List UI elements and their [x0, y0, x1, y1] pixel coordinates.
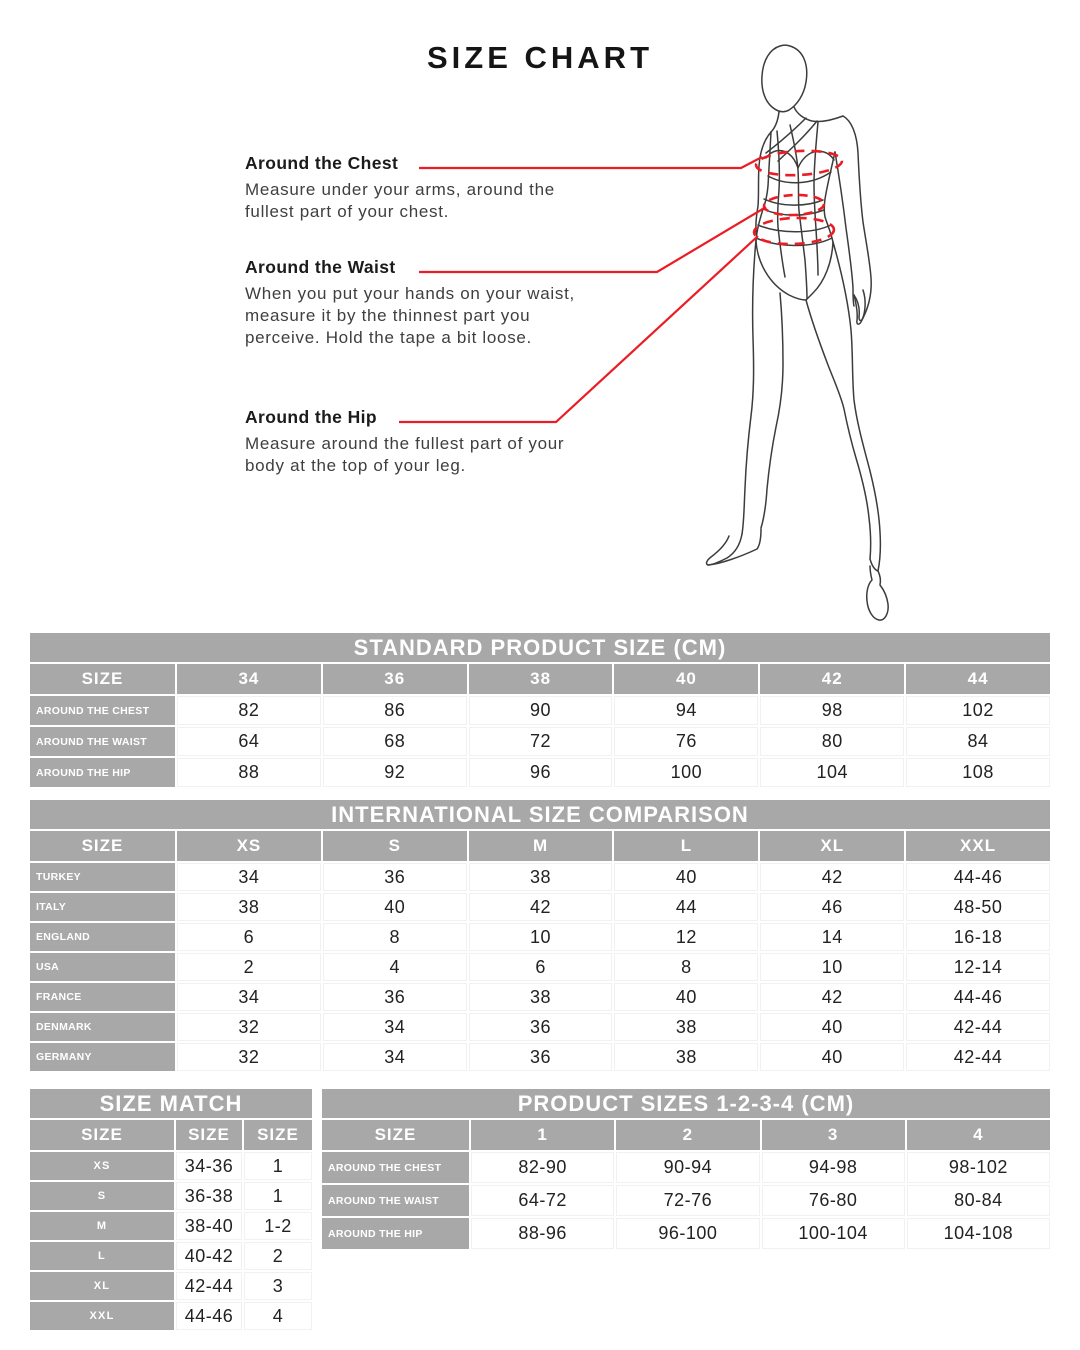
cell: 6 — [177, 923, 321, 951]
column-header: 34 — [177, 664, 321, 694]
column-header: 40 — [614, 664, 758, 694]
cell: 72 — [469, 727, 613, 756]
column-header: 3 — [762, 1120, 905, 1150]
cell: 2 — [177, 953, 321, 981]
table-title: STANDARD PRODUCT SIZE (CM) — [30, 633, 1050, 662]
cell: 36 — [323, 863, 467, 891]
column-header: 36 — [323, 664, 467, 694]
cell: 88 — [177, 758, 321, 787]
table-title: SIZE MATCH — [30, 1089, 312, 1118]
table-title: PRODUCT SIZES 1-2-3-4 (CM) — [322, 1089, 1050, 1118]
column-header: XXL — [906, 831, 1050, 861]
cell: 96 — [469, 758, 613, 787]
callout-waist — [245, 257, 607, 349]
cell: 4 — [323, 953, 467, 981]
cell: 42 — [760, 863, 904, 891]
cell: 44-46 — [176, 1302, 242, 1330]
cell: 32 — [177, 1013, 321, 1041]
cell: 92 — [323, 758, 467, 787]
international-size-comparison-table — [30, 800, 1050, 1071]
cell: 32 — [177, 1043, 321, 1071]
cell: 42 — [469, 893, 613, 921]
row-label: ENGLAND — [30, 923, 175, 951]
cell: 98-102 — [907, 1152, 1050, 1183]
cell: 36-38 — [176, 1182, 242, 1210]
row-label: ITALY — [30, 893, 175, 921]
size-match-table — [30, 1089, 312, 1330]
row-label: AROUND THE HIP — [30, 758, 175, 787]
row-label: L — [30, 1242, 174, 1270]
cell: 42-44 — [176, 1272, 242, 1300]
column-header: S — [323, 831, 467, 861]
cell: 38 — [614, 1013, 758, 1041]
cell: 82-90 — [471, 1152, 614, 1183]
cell: 88-96 — [471, 1218, 614, 1249]
cell: 40 — [760, 1013, 904, 1041]
cell: 44 — [614, 893, 758, 921]
callout-chest-heading: Around the Chest — [245, 153, 399, 173]
callout-hip-body: Measure around the fullest part of your body at the top of your leg. — [245, 434, 565, 475]
cell: 12-14 — [906, 953, 1050, 981]
cell: 40 — [760, 1043, 904, 1071]
cell: 68 — [323, 727, 467, 756]
cell: 100 — [614, 758, 758, 787]
row-label: XXL — [30, 1302, 174, 1330]
page-title: SIZE CHART — [427, 40, 653, 75]
column-header: 4 — [907, 1120, 1050, 1150]
column-header: 42 — [760, 664, 904, 694]
row-label: AROUND THE CHEST — [30, 696, 175, 725]
row-label: XS — [30, 1152, 174, 1180]
column-header: 44 — [906, 664, 1050, 694]
cell: 10 — [760, 953, 904, 981]
row-label: AROUND THE HIP — [322, 1218, 469, 1249]
cell: 94 — [614, 696, 758, 725]
cell: 76 — [614, 727, 758, 756]
callout-hip — [245, 407, 607, 477]
cell: 80-84 — [907, 1185, 1050, 1216]
cell: 90-94 — [616, 1152, 759, 1183]
cell: 94-98 — [762, 1152, 905, 1183]
table-title: INTERNATIONAL SIZE COMPARISON — [30, 800, 1050, 829]
cell: 16-18 — [906, 923, 1050, 951]
cell: 42-44 — [906, 1043, 1050, 1071]
cell: 36 — [469, 1013, 613, 1041]
callout-chest-body: Measure under your arms, around the fullest part of your chest. — [245, 180, 555, 221]
cell: 40 — [323, 893, 467, 921]
cell: 42 — [760, 983, 904, 1011]
cell: 1 — [244, 1152, 312, 1180]
row-label: FRANCE — [30, 983, 175, 1011]
row-label: AROUND THE WAIST — [30, 727, 175, 756]
cell: 34 — [323, 1043, 467, 1071]
column-header: SIZE — [30, 664, 175, 694]
cell: 44-46 — [906, 983, 1050, 1011]
cell: 96-100 — [616, 1218, 759, 1249]
callout-hip-heading: Around the Hip — [245, 407, 377, 427]
column-header: 1 — [471, 1120, 614, 1150]
column-header: L — [614, 831, 758, 861]
cell: 6 — [469, 953, 613, 981]
cell: 48-50 — [906, 893, 1050, 921]
column-header: 2 — [616, 1120, 759, 1150]
cell: 44-46 — [906, 863, 1050, 891]
cell: 4 — [244, 1302, 312, 1330]
cell: 38 — [177, 893, 321, 921]
cell: 36 — [469, 1043, 613, 1071]
cell: 86 — [323, 696, 467, 725]
fashion-croquis-drawing — [707, 45, 889, 620]
product-sizes-table — [322, 1089, 1050, 1249]
cell: 42-44 — [906, 1013, 1050, 1041]
column-header: SIZE — [30, 831, 175, 861]
cell: 36 — [323, 983, 467, 1011]
cell: 34 — [323, 1013, 467, 1041]
cell: 100-104 — [762, 1218, 905, 1249]
cell: 72-76 — [616, 1185, 759, 1216]
cell: 64-72 — [471, 1185, 614, 1216]
row-label: AROUND THE CHEST — [322, 1152, 469, 1183]
callout-waist-heading: Around the Waist — [245, 257, 396, 277]
cell: 38 — [614, 1043, 758, 1071]
cell: 102 — [906, 696, 1050, 725]
cell: 38 — [469, 863, 613, 891]
cell: 34 — [177, 983, 321, 1011]
row-label: DENMARK — [30, 1013, 175, 1041]
column-header: XS — [177, 831, 321, 861]
column-header: M — [469, 831, 613, 861]
cell: 8 — [614, 953, 758, 981]
cell: 8 — [323, 923, 467, 951]
column-header: SIZE — [30, 1120, 174, 1150]
cell: 40-42 — [176, 1242, 242, 1270]
cell: 38-40 — [176, 1212, 242, 1240]
column-header: XL — [760, 831, 904, 861]
cell: 76-80 — [762, 1185, 905, 1216]
cell: 1 — [244, 1182, 312, 1210]
cell: 38 — [469, 983, 613, 1011]
cell: 104-108 — [907, 1218, 1050, 1249]
row-label: GERMANY — [30, 1043, 175, 1071]
cell: 104 — [760, 758, 904, 787]
cell: 10 — [469, 923, 613, 951]
column-header: SIZE — [244, 1120, 312, 1150]
cell: 64 — [177, 727, 321, 756]
column-header: 38 — [469, 664, 613, 694]
cell: 2 — [244, 1242, 312, 1270]
callout-waist-body: When you put your hands on your waist, measure it by the thinnest part you perceive. Hold the tape a bit loose. — [245, 284, 575, 347]
cell: 40 — [614, 863, 758, 891]
cell: 14 — [760, 923, 904, 951]
cell: 12 — [614, 923, 758, 951]
row-label: M — [30, 1212, 174, 1240]
cell: 34-36 — [176, 1152, 242, 1180]
row-label: TURKEY — [30, 863, 175, 891]
cell: 3 — [244, 1272, 312, 1300]
column-header: SIZE — [322, 1120, 469, 1150]
row-label: USA — [30, 953, 175, 981]
cell: 80 — [760, 727, 904, 756]
standard-product-size-table — [30, 633, 1050, 787]
cell: 84 — [906, 727, 1050, 756]
cell: 90 — [469, 696, 613, 725]
cell: 34 — [177, 863, 321, 891]
cell: 40 — [614, 983, 758, 1011]
callout-chest — [245, 153, 607, 223]
cell: 82 — [177, 696, 321, 725]
cell: 1-2 — [244, 1212, 312, 1240]
row-label: XL — [30, 1272, 174, 1300]
cell: 108 — [906, 758, 1050, 787]
column-header: SIZE — [176, 1120, 242, 1150]
cell: 98 — [760, 696, 904, 725]
row-label: AROUND THE WAIST — [322, 1185, 469, 1216]
row-label: S — [30, 1182, 174, 1210]
cell: 46 — [760, 893, 904, 921]
